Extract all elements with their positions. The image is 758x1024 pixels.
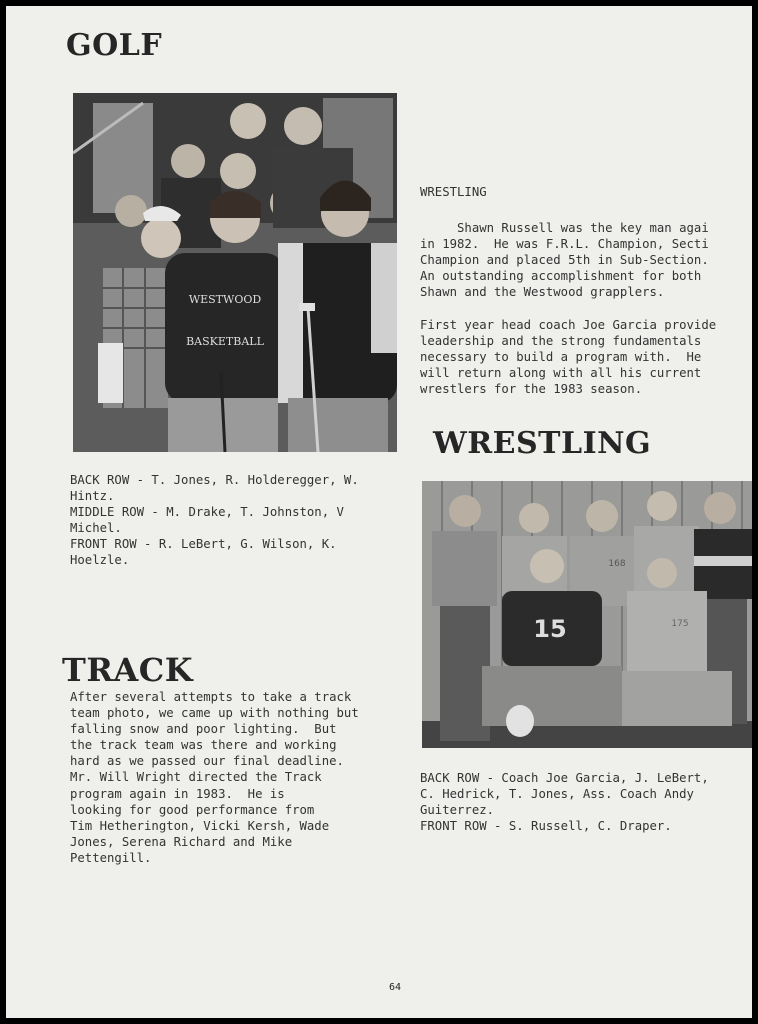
golf-caption [70, 472, 359, 569]
track-line: Mr. Will Wright directed the Track [70, 770, 322, 785]
golf-team-photo [73, 93, 397, 452]
caption-line: FRONT ROW - S. Russell, C. Draper. [420, 819, 672, 834]
wrestling-team-photo [422, 481, 752, 748]
story-line: Shawn Russell was the key man agai [420, 221, 709, 235]
golf-heading: GOLF [66, 28, 163, 63]
track-line: Tim Hetherington, Vicki Kersh, Wade [70, 818, 330, 833]
wrestling-heading: WRESTLING [433, 426, 652, 461]
story-line: First year head coach Joe Garcia provide [420, 318, 717, 332]
track-line: Pettengill. [70, 850, 152, 865]
caption-line: Guiterrez. [420, 803, 495, 818]
story-line: Champion and placed 5th in Sub-Section. [420, 253, 709, 268]
yearbook-page [6, 6, 752, 1018]
story-line: wrestlers for the 1983 season. [420, 382, 643, 397]
caption-line: Michel. [70, 521, 122, 536]
story-line: leadership and the strong fundamentals [420, 334, 702, 349]
track-line: team photo, we came up with nothing but [70, 706, 359, 721]
wrestling-story-paragraph-1 [420, 220, 709, 300]
story-line: in 1982. He was F.R.L. Champion, Secti [420, 237, 709, 252]
track-line: hard as we passed our final deadline. [70, 754, 344, 769]
story-line: necessary to build a program with. He [420, 350, 702, 365]
caption-line: Hintz. [70, 489, 115, 504]
track-line: After several attempts to take a track [70, 690, 352, 704]
track-line: program again in 1983. He is [70, 786, 285, 801]
svg-text:15: 15 [533, 615, 567, 643]
svg-text:175: 175 [671, 619, 689, 629]
caption-line: MIDDLE ROW - M. Drake, T. Johnston, V [70, 505, 344, 520]
caption-line: BACK ROW - T. Jones, R. Holderegger, W. [70, 473, 359, 487]
track-line: the track team was there and working [70, 738, 337, 753]
track-line: looking for good performance from [70, 802, 315, 817]
wrestling-caption [420, 770, 709, 834]
svg-text:BASKETBALL: BASKETBALL [186, 335, 264, 348]
svg-text:168: 168 [608, 559, 626, 569]
track-line: Jones, Serena Richard and Mike [70, 834, 293, 849]
wrestling-story-label: WRESTLING [420, 185, 487, 199]
story-line: An outstanding accomplishment for both [420, 269, 702, 284]
svg-text:WESTWOOD: WESTWOOD [188, 293, 262, 306]
track-line: falling snow and poor lighting. But [70, 722, 337, 737]
story-line: Shawn and the Westwood grapplers. [420, 285, 665, 300]
story-line: will return along with all his current [420, 366, 702, 381]
caption-line: FRONT ROW - R. LeBert, G. Wilson, K. [70, 537, 337, 552]
caption-line: BACK ROW - Coach Joe Garcia, J. LeBert, [420, 771, 709, 785]
page-number: 64 [389, 982, 402, 993]
wrestling-story-paragraph-2 [420, 317, 716, 397]
track-text [70, 689, 359, 866]
caption-line: C. Hedrick, T. Jones, Ass. Coach Andy [420, 787, 694, 802]
track-heading: TRACK [62, 651, 194, 689]
caption-line: Hoelzle. [70, 553, 130, 568]
